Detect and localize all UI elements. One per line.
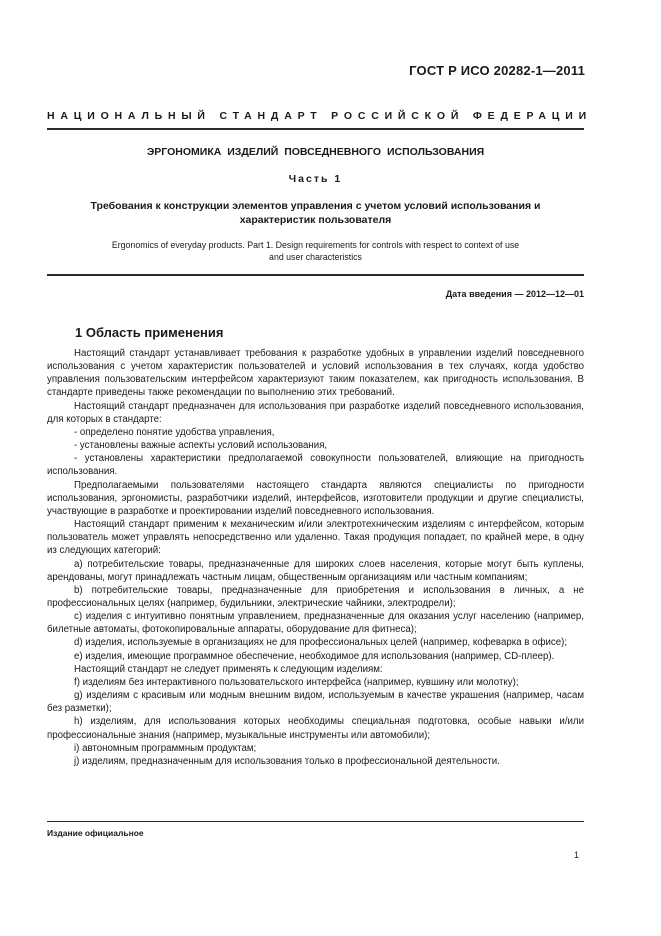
list-item: - установлены характеристики предполагаемой совокупности пользователей, влияющие на пригодность использования. [47, 453, 584, 478]
standard-code: ГОСТ Р ИСО 20282-1—2011 [409, 63, 585, 78]
footer-rule [47, 821, 584, 822]
section-heading: 1 Область применения [75, 325, 224, 340]
edition-note: Издание официальное [47, 828, 144, 838]
title-rule [47, 274, 584, 276]
list-item: - установлены важные аспекты условий использования, [74, 440, 328, 452]
list-item: b) потребительские товары, предназначенные для приобретения и использования в личных, а не профессиональных целях (например, будильники, электрические чайники, электродрели); [47, 584, 584, 609]
list-item: j) изделиям, предназначенным для использования только в профессиональной деятельности. [74, 755, 500, 767]
list-item: e) изделия, имеющие программное обеспечение, необходимое для использования (например, CD-плеер). [74, 650, 555, 662]
english-title: Ergonomics of everyday products. Part 1. Design requirements for controls with respect to context of use and user characteristics [111, 240, 520, 262]
list-item: g) изделиям с красивым или модным внешним видом, используемым в качестве украшения (например, часам без разметки); [47, 690, 584, 715]
document-title: ЭРГОНОМИКА ИЗДЕЛИЙ ПОВСЕДНЕВНОГО ИСПОЛЬЗОВАНИЯ [146, 146, 485, 158]
list-item: i) автономным программным продуктам; [74, 742, 257, 754]
list-item: - определено понятие удобства управления, [74, 426, 275, 438]
document-subtitle: Требования к конструкции элементов управления с учетом условий использования и характеристик пользователя [90, 200, 541, 226]
paragraph: Настоящий стандарт устанавливает требования к разработке удобных в управлении изделий повседневного использования с учетом характеристик пользователей и условий использования в тех случаях, когда удобство управления пользовательским интерфейсом характеризуют таким показателем, как пригодность использования. В стандарте приведены также рекомендации по выполнению этих требований. [47, 348, 584, 399]
list-item: c) изделия с интуитивно понятным управлением, предназначенные для оказания услуг населению (например, билетные автоматы, фотокопировальные аппараты, оборудование для фитнеса); [47, 611, 584, 636]
header-rule [47, 128, 584, 130]
paragraph: Предполагаемыми пользователями настоящего стандарта являются специалисты по пригодности использования, эргономисты, разработчики изделий, интерфейсов, изготовители продукции и другие специалисты, участвующие в разработке и проектировании изделий повседневного использования. [47, 479, 584, 517]
list-item: d) изделия, используемые в организациях не для профессиональных целей (например, кофеварка в офисе); [74, 637, 568, 649]
section-body [47, 347, 584, 768]
page-number: 1 [573, 850, 579, 860]
list-item: f) изделиям без интерактивного пользовательского интерфейса (например, кувшину или молотку); [74, 676, 519, 688]
effective-date: Дата введения — 2012—12—01 [445, 289, 584, 299]
paragraph: Настоящий стандарт предназначен для использования при разработке изделий повседневного использования, для которых в стандарте: [47, 400, 584, 425]
part-label: Часть 1 [288, 173, 343, 185]
list-item: h) изделиям, для использования которых необходимы специальная подготовка, особые навыки и/или профессиональные знания (например, музыкальные инструменты или автомобили); [47, 716, 584, 741]
paragraph: Настоящий стандарт не следует применять к следующим изделиям: [74, 663, 383, 675]
paragraph: Настоящий стандарт применим к механическим и/или электротехническим изделиям с интерфейсом, которым пользователь может управлять непосредственно или удаленно. Такая продукция попадает, по крайней мере, в одну из следующих категорий: [47, 519, 584, 557]
list-item: a) потребительские товары, предназначенные для широких слоев населения, которые могут быть куплены, арендованы, могут принадлежать частным лицам, общественным организациям или частным компаниям; [47, 558, 584, 583]
national-standard-banner: НАЦИОНАЛЬНЫЙ СТАНДАРТ РОССИЙСКОЙ ФЕДЕРАЦИИ [47, 110, 592, 122]
